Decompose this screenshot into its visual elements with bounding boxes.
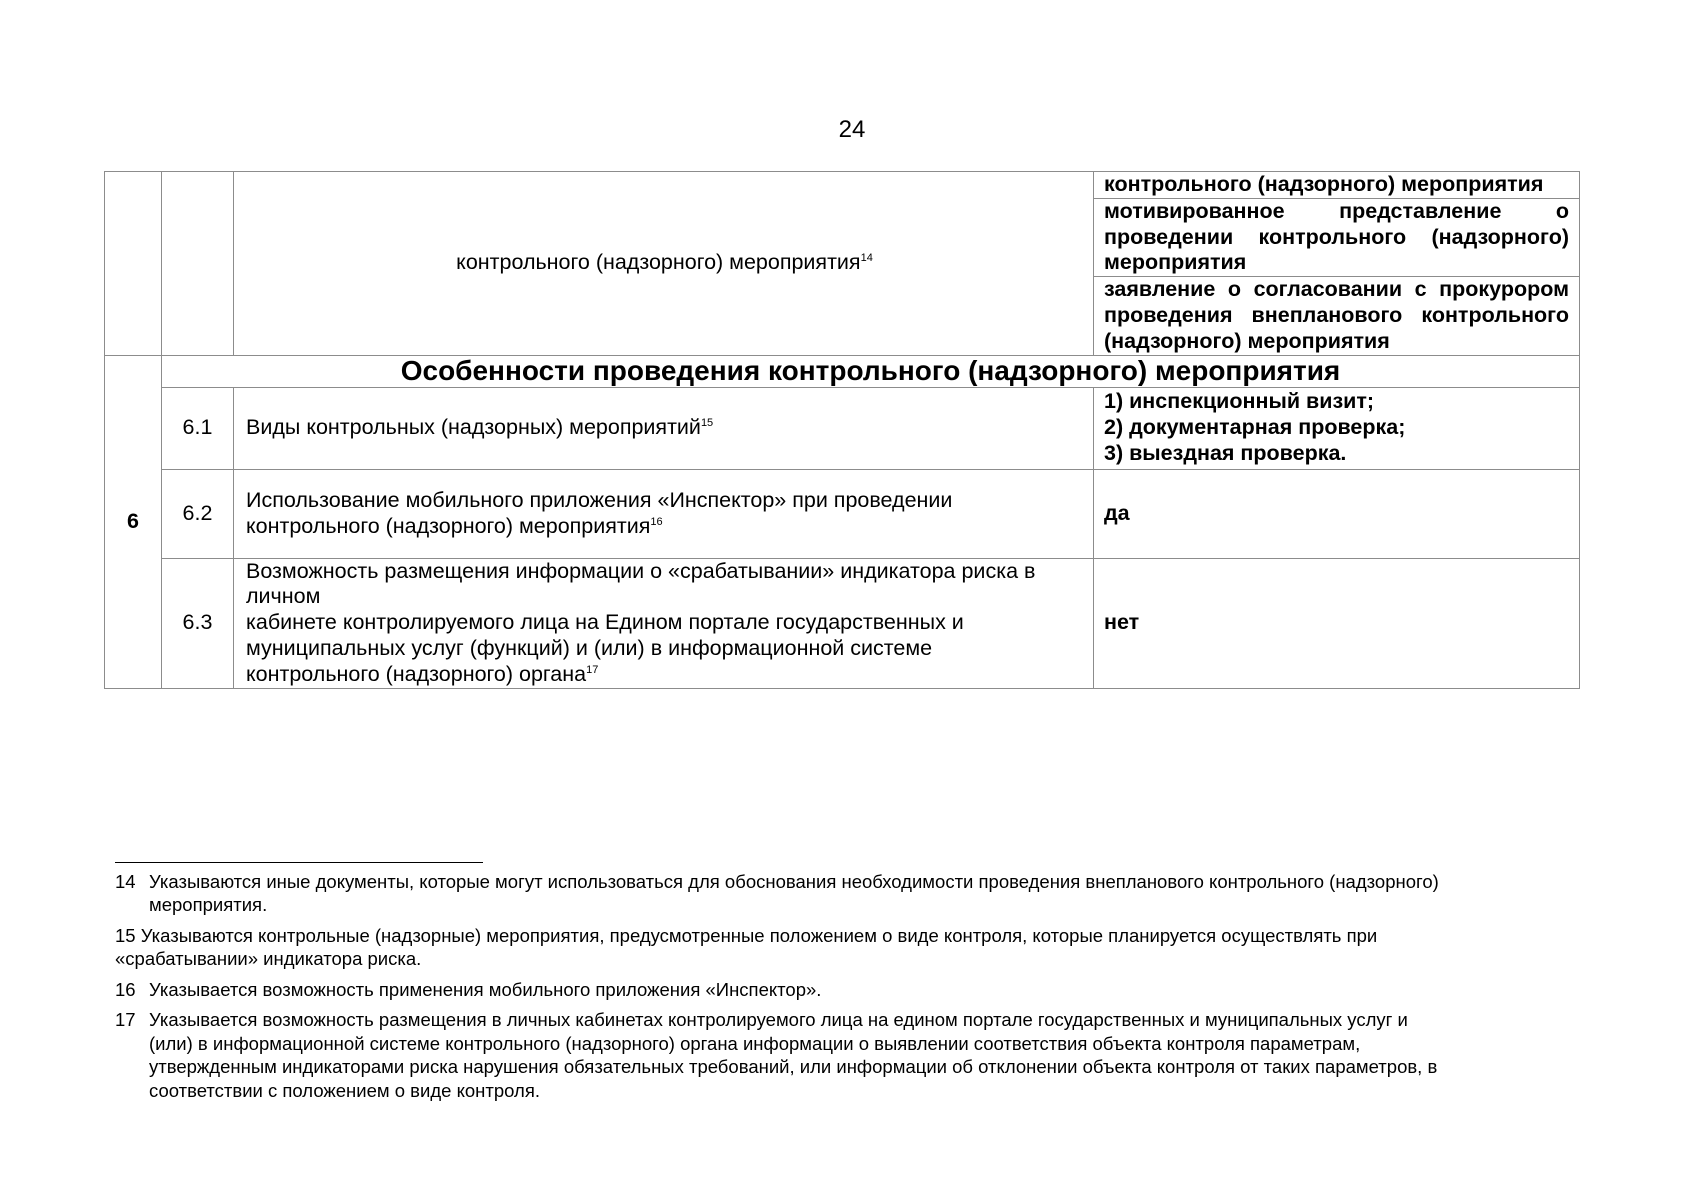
value-line: проведении контрольного (надзорного) <box>1104 224 1569 249</box>
page-number: 24 <box>838 116 866 143</box>
row-line: Использование мобильного приложения «Инспектор» при проведении <box>246 487 953 512</box>
footnote-line: 15 Указываются контрольные (надзорные) мероприятия, предусмотренные положением о виде контроля, которые планируется осуществлять при <box>115 924 1378 946</box>
cell-value-continuation-1 <box>1094 172 1580 199</box>
footnote-17 <box>115 1008 1595 1102</box>
cell-subnumber-empty <box>162 172 234 356</box>
footnote-15 <box>115 924 1595 971</box>
row-line: кабинете контролируемого лица на Едином портале государственных и <box>246 610 964 635</box>
value-text: контрольного (надзорного) мероприятия <box>1104 172 1544 196</box>
section-number: 6 <box>105 355 162 688</box>
footnote-separator <box>115 862 483 863</box>
footnote-line: мероприятия. <box>149 894 268 916</box>
footnote-line: утвержденным индикаторами риска нарушения обязательных требований, или информации об отклонении объекта контроля от таких параметров, в <box>149 1056 1438 1078</box>
table-row <box>105 387 1580 469</box>
value-line: мотивированное представление о <box>1104 198 1569 223</box>
section-heading-row <box>105 355 1580 387</box>
footnote-line: Указываются иные документы, которые могут использоваться для обоснования необходимости проведения внепланового контрольного (надзорного) <box>149 871 1439 892</box>
table-row-continuation <box>105 172 1580 199</box>
footnote-ref-15: 15 <box>700 417 714 430</box>
footnote-ref-14: 14 <box>860 252 873 265</box>
value-line: (надзорного) мероприятия <box>1104 328 1390 353</box>
footnote-line: (или) в информационной системе контрольного (надзорного) органа информации о выявлении соответствия объекта контроля параметрам, <box>149 1032 1361 1054</box>
continuation-text: контрольного (надзорного) мероприятия <box>456 250 861 275</box>
footnotes <box>115 870 1595 1109</box>
footnote-number: 17 <box>115 1009 136 1031</box>
row-text: Виды контрольных (надзорных) мероприятий <box>246 415 701 440</box>
row-line: контрольного (надзорного) мероприятия <box>246 513 651 538</box>
requirements-table <box>104 171 1580 689</box>
value-line: 3) выездная проверка. <box>1104 440 1347 465</box>
cell-value-continuation-3 <box>1094 277 1580 355</box>
row-line: муниципальных услуг (функций) и (или) в информационной системе <box>246 635 933 660</box>
row-value: да <box>1094 469 1580 558</box>
row-description <box>234 558 1094 688</box>
footnote-line: Указывается возможность применения мобильного приложения «Инспектор». <box>149 978 822 1000</box>
table-row <box>105 469 1580 558</box>
footnote-number: 14 <box>115 871 136 892</box>
footnote-line: «срабатывании» индикатора риска. <box>115 948 422 970</box>
cell-number-empty <box>105 172 162 356</box>
value-line: заявление о согласовании с прокурором <box>1104 277 1569 302</box>
cell-value-continuation-2 <box>1094 198 1580 276</box>
footnote-line: Указывается возможность размещения в личных кабинетах контролируемого лица на едином портале государственных и муниципальных услуг и <box>149 1009 1408 1031</box>
row-number: 6.2 <box>162 469 234 558</box>
value-line: проведения внепланового контрольного <box>1104 302 1569 327</box>
value-line: 2) документарная проверка; <box>1104 415 1406 440</box>
footnote-16 <box>115 978 1595 1001</box>
row-number: 6.1 <box>162 387 234 469</box>
row-value: нет <box>1094 558 1580 688</box>
cell-continuation-text <box>234 172 1094 356</box>
footnote-14 <box>115 870 1595 917</box>
footnote-ref-16: 16 <box>650 515 663 528</box>
value-line: 1) инспекционный визит; <box>1104 389 1375 414</box>
row-value <box>1094 387 1580 469</box>
section-title: Особенности проведения контрольного (надзорного) мероприятия <box>162 355 1580 387</box>
footnote-line: соответствии с положением о виде контроля. <box>149 1079 540 1101</box>
row-line: личном <box>246 584 321 609</box>
table-row <box>105 558 1580 688</box>
value-line: мероприятия <box>1104 250 1247 275</box>
footnote-ref-17: 17 <box>586 663 599 676</box>
footnote-number: 16 <box>115 978 136 1000</box>
row-description <box>234 469 1094 558</box>
row-line: контрольного (надзорного) органа <box>246 661 587 686</box>
row-description <box>234 387 1094 469</box>
row-number: 6.3 <box>162 558 234 688</box>
row-line: Возможность размещения информации о «срабатывании» индикатора риска в <box>246 558 1036 583</box>
